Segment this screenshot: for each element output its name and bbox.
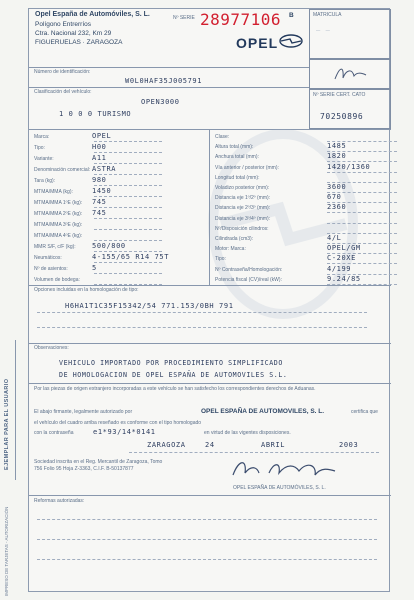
field-value: 1450 (92, 187, 112, 195)
field-label: MTMA/MMA 3ºE (kg): (34, 222, 83, 228)
dotted-line (94, 218, 162, 219)
declaration-firm: OPEL ESPAÑA DE AUTOMOVILES, S. L. (201, 408, 325, 415)
dotted-line (37, 312, 367, 313)
field-value: 3600 (327, 183, 347, 191)
side-vertical-label: EJEMPLAR PARA EL USUARIO (4, 378, 10, 470)
ident-label: Número de identificación: (34, 69, 91, 75)
field-value: 9.24/85 (327, 274, 361, 283)
month: ABRIL (261, 441, 286, 449)
declaration-text-2: certifica que (351, 409, 378, 415)
dotted-line (94, 229, 162, 230)
field-value: 4/199 (327, 264, 352, 273)
dotted-line (94, 174, 162, 175)
field-label: Variante: (34, 156, 54, 162)
serie-letter: B (289, 12, 294, 19)
field-value: OPEL (92, 132, 112, 140)
field-label: Distancia eje 3º/4º (mm): (215, 215, 271, 222)
declaration-text-1: El abajo firmante, legalmente autorizado por (34, 409, 133, 415)
dotted-line (37, 519, 377, 520)
clasif-value-1: OPEN3000 (141, 98, 180, 106)
dotted-line (94, 240, 162, 241)
field-label: Nº de asientos: (34, 266, 68, 272)
field-label: Neumáticos: (34, 255, 62, 261)
dotted-line (94, 273, 162, 274)
field-label: Nº/Disposición cilindros: (215, 225, 269, 232)
year: 2003 (339, 441, 359, 449)
cert-serie-label: Nº SERIE CERT. CATO (313, 92, 366, 98)
customs-paragraph: Por las piezas de origen extranjero incorporadas a este vehículo se han satisfecho los correspondientes derechos de Aduanas. (34, 386, 316, 392)
dotted-line (94, 141, 162, 142)
company-address-2: Ctra. Nacional 232, Km 29 (35, 30, 112, 37)
dotted-line (94, 185, 162, 186)
dotted-line (94, 163, 162, 164)
field-label: Tipo: (215, 256, 226, 263)
field-value: ASTRA (92, 165, 117, 173)
field-label: Clase: (215, 134, 230, 140)
field-label: Denominación comercial: (34, 167, 91, 173)
field-label: Distancia eje 1º/2º (mm): (215, 195, 271, 202)
obs-line-1: VEHICULO IMPORTADO POR PROCEDIMIENTO SIMPLIFICADO (59, 359, 283, 367)
serie-label: Nº SERIE (173, 15, 195, 21)
field-label: Altura total (mm): (215, 144, 254, 151)
field-label: MMR S/F, c/F (kg): (34, 244, 76, 250)
clasif-value-2: 1 0 0 0 TURISMO (59, 110, 132, 118)
handwritten-signature-icon (229, 455, 339, 483)
brand-logo-text: OPEL (236, 35, 279, 51)
field-label: Voladizo posterior (mm): (215, 185, 270, 191)
dotted-line (327, 172, 397, 173)
dotted-line (37, 539, 377, 540)
signature-box (309, 59, 391, 89)
reforms-label: Reformas autorizadas: (34, 498, 85, 504)
field-value: OPEL/GM (327, 244, 361, 253)
divider (29, 343, 391, 344)
field-label: MTMA/MMA 4ºE (kg): (34, 233, 83, 239)
dotted-line (94, 251, 162, 252)
field-value: A11 (92, 154, 107, 162)
divider (29, 67, 309, 68)
company-address-3: FIGUERUELAS · ZARAGOZA (35, 39, 123, 46)
opel-blitz-icon (279, 34, 303, 48)
dotted-line (37, 559, 377, 560)
dotted-line (327, 223, 397, 224)
field-label: Vía anterior / posterior (mm): (215, 164, 279, 171)
cert-number: 70250896 (320, 112, 364, 121)
company-address-1: Polígono Entrerríos (35, 21, 92, 28)
field-value: H00 (92, 143, 107, 151)
initials-signature-icon (332, 64, 368, 84)
field-label: Tipo: (34, 145, 45, 151)
company-name: Opel España de Automóviles, S. L. (35, 11, 150, 18)
field-label: Nº Contraseña/Homologación: (215, 266, 283, 273)
clasif-label: Clasificación del vehículo: (34, 89, 92, 95)
divider (29, 87, 309, 88)
field-label: MTMA/MMA 2ºE (kg): (34, 211, 83, 217)
field-value: 500/800 (92, 242, 126, 250)
column-divider (209, 129, 210, 285)
field-value: 670 (327, 193, 342, 202)
declaration-text-3: el vehículo del cuadro arriba reseñado es conforme con el tipo homologado (34, 420, 202, 426)
dotted-line (129, 452, 379, 453)
field-value: 745 (92, 209, 107, 217)
field-label: Anchura total (mm): (215, 154, 259, 161)
day: 24 (205, 441, 215, 449)
field-label: MTMA/MMA 1ºE (kg): (34, 200, 83, 206)
field-value: 1485 (327, 142, 347, 151)
field-label: Marca: (34, 134, 50, 140)
field-label: Potencia fiscal (CV)/real (kW): (215, 276, 282, 283)
field-value: 4/L (327, 234, 342, 242)
itv-technical-card (28, 8, 390, 592)
field-value: 980 (92, 176, 107, 184)
declaration-text-4: con la contraseña (34, 430, 74, 436)
field-label: Cilindrada (cm3): (215, 236, 254, 242)
declaration-text-5: en virtud de las vigentes disposiciones. (204, 430, 291, 436)
divider (29, 383, 391, 384)
divider (29, 495, 391, 496)
matricula-label: MATRICULA (313, 12, 342, 18)
registry-text: Sociedad inscrita en el Reg. Mercantil de Zaragoza, Tomo 756 Folio 95 Hoja Z-3363, C.I.F. B-50137877 (34, 459, 163, 472)
field-label: Tara (kg): (34, 178, 56, 184)
ident-value: W0L0HAF35J005791 (125, 77, 203, 85)
obs-label: Observaciones: (34, 345, 69, 351)
field-value: 2360 (327, 203, 347, 212)
signatory-company: OPEL ESPAÑA DE AUTOMÓVILES, S. L. (233, 485, 326, 491)
field-value: C-20XE (327, 254, 356, 263)
field-label: Longitud total (mm): (215, 174, 260, 181)
dotted-line (37, 327, 367, 328)
dotted-line (94, 152, 162, 153)
divider (29, 285, 391, 286)
field-value: 1820 (327, 152, 347, 161)
contrasena-value: e1*93/14*0141 (93, 428, 156, 436)
serial-number: 28977106 (200, 10, 282, 29)
side-rule (15, 340, 16, 480)
field-label: MTMA/MMA (kg): (34, 189, 73, 195)
field-value: 745 (92, 198, 107, 206)
dotted-line (94, 262, 162, 263)
field-label: Volumen de bodega: (34, 277, 80, 283)
dotted-line (327, 212, 397, 213)
place: ZARAGOZA (147, 441, 186, 449)
obs-line-2: DE HOMOLOGACION DE OPEL ESPAÑA DE AUTOMOVILES S.L. (59, 371, 288, 379)
field-label: Distancia eje 2º/3º (mm): (215, 205, 271, 212)
matricula-strike: — — (316, 26, 331, 34)
homolog-value: H6HA1T1C35F15342/54 771.153/0BH 791 (65, 302, 234, 310)
cert-number-box (309, 89, 391, 129)
dotted-line (94, 207, 162, 208)
dotted-line (94, 196, 162, 197)
matricula-box (309, 9, 391, 59)
field-value: 1420/1360 (327, 162, 371, 171)
field-value: 4-155/65 R14 75T (92, 253, 170, 261)
field-value: 5 (92, 264, 97, 272)
field-label: Motor: Marca: (215, 246, 246, 253)
homolog-label: Opciones incluidas en la homologación de tipo: (34, 287, 139, 293)
side-bottom-label: IMPRESO DE TARJETAS - AUTORIZACIÓN (4, 506, 9, 596)
